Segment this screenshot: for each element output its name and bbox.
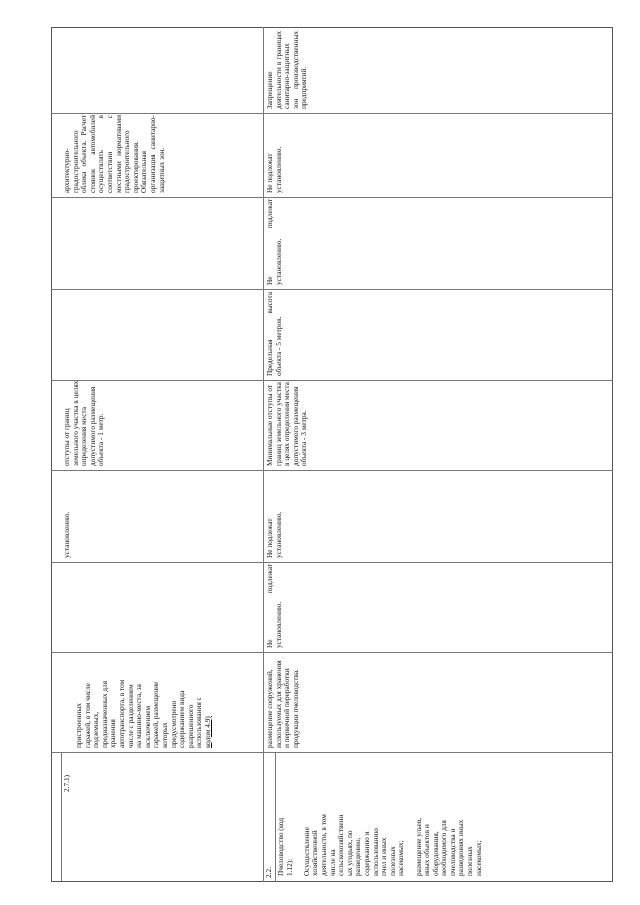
row1-setbacks: отступы от границ земельного участка в целях определения места допустимого размещения объекта - 1 метр. xyxy=(62,380,106,466)
row2-min-dimensions: Не подлежат установлению. xyxy=(265,564,283,648)
row-divider xyxy=(61,752,62,882)
row2-area-limits: Не подлежат установлению. xyxy=(265,511,283,558)
column-divider xyxy=(51,197,613,198)
row1-building-coverage: архитектурно-градостроительного облика объекта. Расчет стоянок автомобилей осуществлять в соответствии с местными нормативами градостроительного проектирования. Обязательная организация санитарно-защитных зон. xyxy=(62,115,166,193)
row-divider xyxy=(263,27,264,882)
row2-building-coverage: Не подлежат установлению. xyxy=(265,146,283,193)
column-divider xyxy=(51,289,613,290)
row1-description: пристроенных гаражей, в том числе подземных, предназначенных для хранения автотранспорта, в том числе с разделением на машино-места, за исключением гаражей, размещение которых предусмотрено содержанием вида разрешенного использования с кодом 4.9) xyxy=(74,679,212,748)
row2-description: размещение сооружений, используемых для хранения и первичной переработки продукции пчеловодства. xyxy=(265,660,300,748)
column-divider xyxy=(51,470,613,471)
row2-restrictions: Запрещение деятельности в границах санитарно-защитных зон производственных предприятий. xyxy=(265,31,309,109)
column-divider xyxy=(51,380,613,381)
row2-number: 2.2. xyxy=(264,867,273,878)
column-divider xyxy=(51,752,613,753)
column-divider xyxy=(51,562,613,563)
row2-name: Пчеловодство (код 1.12): Осуществление хозяйственной деятельности, в том числе на сельскохозяйственн ых угодьях, по разведению, содержанию и использованию пчел и иных полезных насекомых; размещение ульев, иных объектов и оборудования, необходимого для пчеловодства и разведениях иных полезных насекомых; xyxy=(276,814,483,876)
column-divider xyxy=(51,113,613,114)
row2-height-limit: Предельная высота объекта - 5 метров. xyxy=(265,292,283,376)
row2-floors: Не подлежат установлению. xyxy=(265,199,283,285)
row1-code: 2.7.1) xyxy=(62,774,71,792)
row2-setbacks: Минимальные отступы от границ земельного участка в целях определения места допустимого размещения объекта - 3 метра. xyxy=(265,382,309,466)
row1-area-limits: установлению. xyxy=(62,511,71,558)
